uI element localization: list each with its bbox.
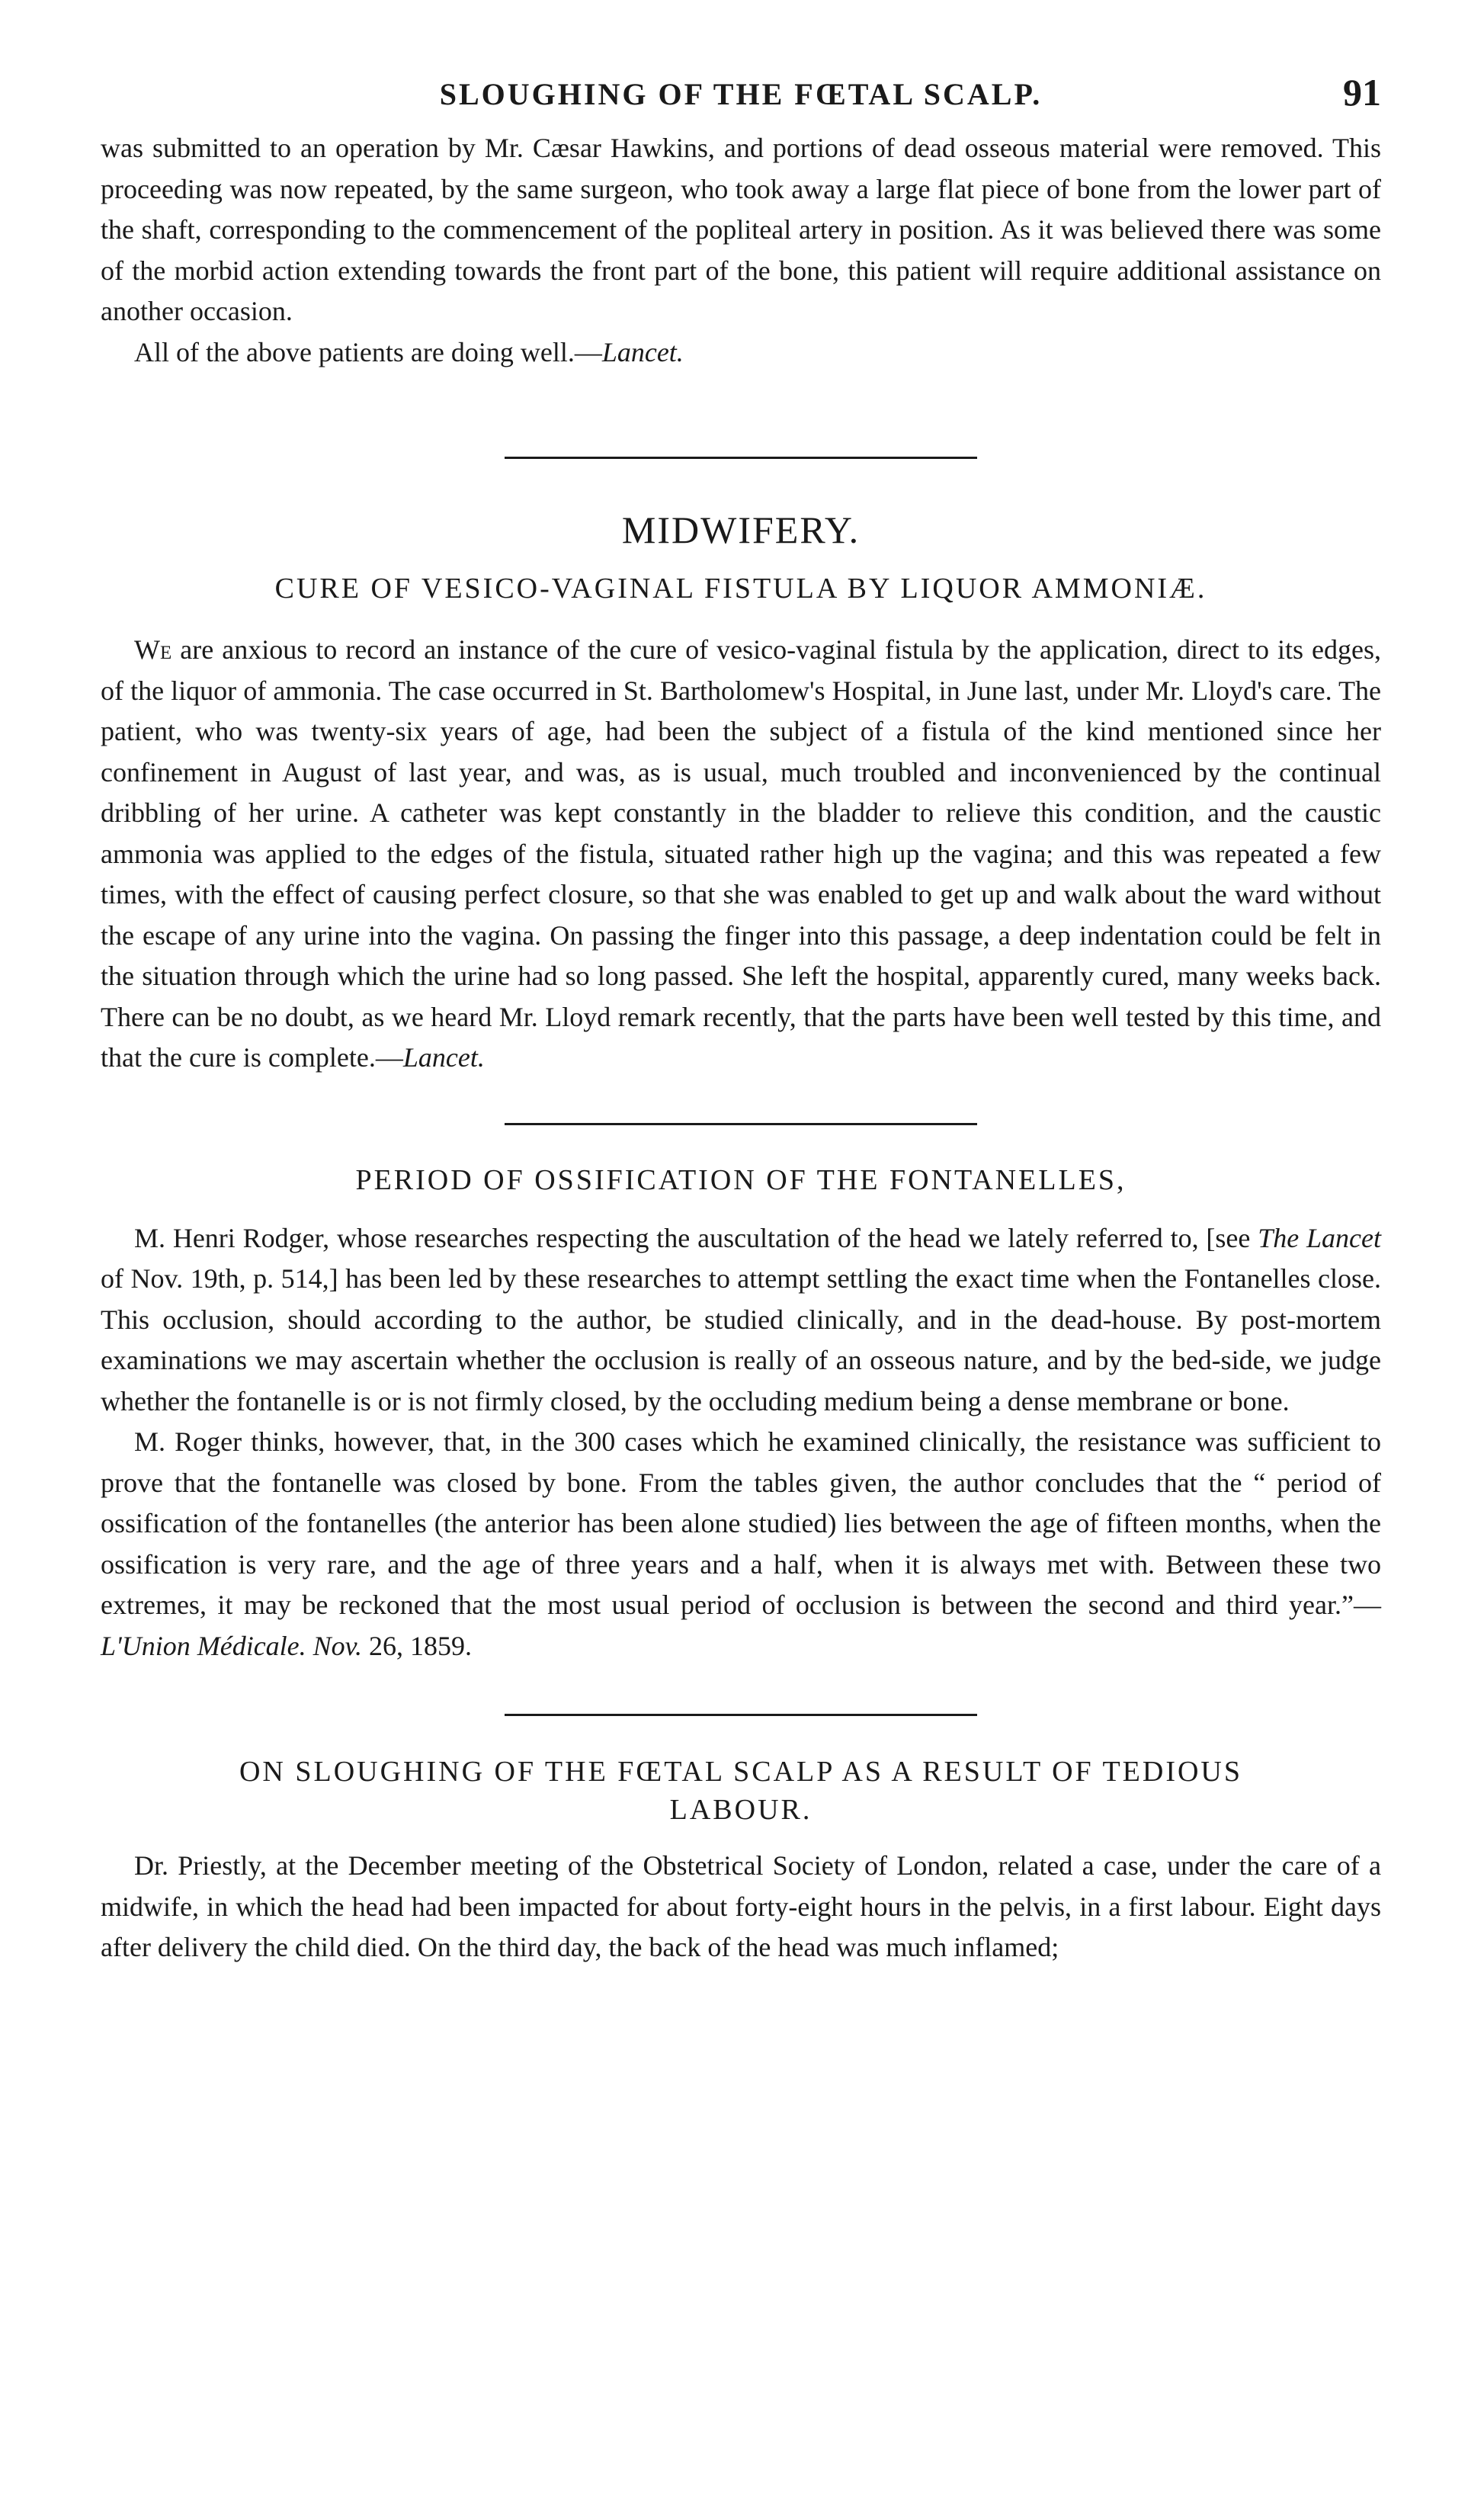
fistula-paragraph (101, 630, 1381, 1079)
continuation-closing-paragraph (101, 332, 1381, 374)
sloughing-paragraph: Dr. Priestly, at the December meeting of the Obstetrical Society of London, related a case, under the care of a midwife, in which the head had been impacted for about forty-eight hours in the pelvis, in a first labour. Eight days after delivery the child died. On the third day, the back of the head was much inflamed; (101, 1850, 1381, 1962)
title-line-1: ON SLOUGHING OF THE FŒTAL SCALP AS A RESULT OF TEDIOUS (239, 1756, 1243, 1788)
continuation-paragraph: was submitted to an operation by Mr. Cæsar Hawkins, and portions of dead osseous material were removed. This proceeding was now repeated, by the same surgeon, who took away a large flat piece of bone from the lower part of the shaft, corresponding to the commencement of the popliteal artery in position. As it was believed there was some of the morbid action extending towards the front part of the bone, this patient will require additional assistance on another occasion. (101, 133, 1381, 326)
source-citation: Lancet. (402, 1042, 485, 1073)
page-number: 91 (1343, 71, 1381, 114)
section-divider (505, 1714, 977, 1716)
journal-title: The Lancet (1258, 1222, 1381, 1253)
section-heading-midwifery: MIDWIFERY. (621, 508, 861, 551)
article-title-fistula: CURE OF VESICO-VAGINAL FISTULA BY LIQUOR AMMONIÆ. (274, 573, 1207, 605)
closing-text: All of the above patients are doing well.— (134, 336, 602, 367)
fontanelles-text-b: of Nov. 19th, p. 514,] has been led by these researches to attempt settling the exact time when the Fontanelles close. This occlusion, should according to the author, be studied clinically, and in the dead-house. By post-mortem examinations we may ascertain whether the occlusion is really of an osseous nature, and by the bed-side, we judge whether the fontanelle is or is not firmly closed, by the occluding medium being a dense membrane or bone. (101, 1263, 1381, 1416)
section-divider (505, 1123, 977, 1125)
page (101, 70, 1381, 1968)
running-title: SLOUGHING OF THE FŒTAL SCALP. (439, 77, 1043, 111)
fontanelles-text-a: M. Henri Rodger, whose researches respecting the auscultation of the head we lately referred to, [see (134, 1222, 1258, 1253)
running-head (101, 70, 1381, 124)
fistula-body: are anxious to record an instance of the cure of vesico-vaginal fistula by the application, direct to its edges, of the liquor of ammonia. The case occurred in St. Bartholomew's Hospital, in June last, under Mr. Lloyd's care. The patient, who was twenty-six years of age, had been the subject of a fistula of the kind mentioned since her confinement in August of last year, and was, as is usual, much troubled and inconvenienced by the continual dribbling of her urine. A catheter was kept constantly in the bladder to relieve this condition, and the caustic ammonia was applied to the edges of the fistula, situated rather high up the vagina; and this was repeated a few times, with the effect of causing perfect closure, so that she was enabled to get up and walk about the ward without the escape of any urine into the vagina. On passing the finger into this passage, a deep indentation could be felt in the situation through which the urine had so long passed. She left the hospital, apparently cured, many weeks back. There can be no doubt, as we heard Mr. Lloyd remark recently, that the parts have been well tested by this time, and that the cure is complete.— (101, 634, 1381, 1073)
fontanelles-paragraph-1 (101, 1218, 1381, 1423)
fontanelles-text-c: M. Roger thinks, however, that, in the 300 cases which he examined clinically, the resistance was sufficient to prove that the fontanelle was closed by bone. From the tables given, the author concludes that the “ period of ossification of the fontanelles (the anterior has been alone studied) lies between the age of fifteen months, when the ossification is very rare, and the age of three years and a half, when it is always met with. Between these two extremes, it may be reckoned that the most usual period of occlusion is between the second and third year.”— (101, 1426, 1381, 1620)
article-title-sloughing (101, 1753, 1381, 1829)
citation-date: 26, 1859. (361, 1630, 472, 1661)
lead-word: We (134, 634, 172, 665)
article-title-fontanelles: PERIOD OF OSSIFICATION OF THE FONTANELLES, (355, 1163, 1127, 1196)
source-citation: L'Union Médicale. Nov. (101, 1630, 362, 1661)
section-divider (505, 457, 977, 459)
fontanelles-paragraph-2 (101, 1422, 1381, 1667)
source-citation: Lancet. (601, 336, 684, 367)
title-line-2: LABOUR. (669, 1794, 813, 1826)
